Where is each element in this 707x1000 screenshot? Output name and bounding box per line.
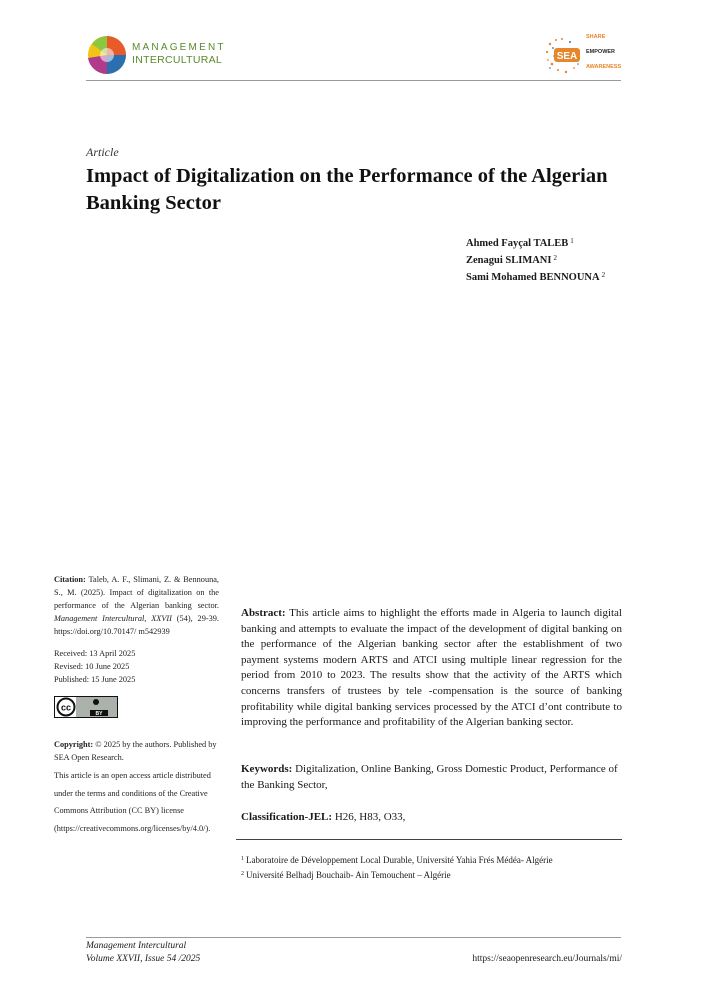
publisher-word-awareness: AWARENESS — [586, 64, 622, 70]
footnote-number: 2 — [241, 870, 244, 877]
author-item — [466, 251, 626, 268]
date-published: Published: 15 June 2025 — [54, 675, 136, 684]
publisher-word-share: SHARE — [586, 34, 606, 40]
jel-label: Classification-JEL: — [241, 811, 333, 823]
author-item — [466, 234, 626, 251]
header-divider — [86, 80, 621, 81]
keywords — [241, 762, 622, 793]
author-list — [466, 234, 626, 285]
journal-logo-mark-icon — [86, 34, 128, 76]
footnote-number: 1 — [241, 856, 244, 862]
author-affiliation-mark: 2 — [601, 271, 606, 279]
citation-journal: Management Intercultural, XXVII — [54, 614, 172, 623]
footer-journal-name: Management Intercultural — [86, 941, 187, 951]
abstract — [241, 606, 622, 731]
footer-volume: Volume XXVII, Issue 54 /2025 — [86, 954, 201, 964]
author-affiliation-mark: 2 — [553, 254, 557, 262]
citation-text: Taleb, A. F., Slimani, Z. & Bennouna, S., M. (2025). Impact of digitalization on the performance of the Algerian banking sector. — [54, 575, 219, 610]
footer-journal-url[interactable]: https://seaopenresearch.eu/Journals/mi/ — [472, 954, 622, 964]
author-affiliation-mark: 1 — [570, 237, 574, 245]
footnote-text: Université Belhadj Bouchaib- Ain Temouchent – Algérie — [246, 869, 451, 880]
author-name: Sami Mohamed BENNOUNA — [466, 272, 600, 283]
jel-codes: H26, H83, O33, — [334, 811, 406, 823]
cc-badge-text: cc — [60, 702, 72, 713]
footer-journal-info — [86, 940, 200, 966]
journal-logo-line2: INTERCULTURAL — [132, 54, 223, 66]
publisher-logo — [542, 34, 622, 78]
date-received: Received: 13 April 2025 — [54, 649, 136, 658]
publisher-logo-mark-icon — [542, 34, 586, 78]
date-revised: Revised: 10 June 2025 — [54, 662, 130, 671]
license-text: This article is an open access article distributed under the terms and conditions of the Creative Commons Attribution (CC BY) license (https://creativecommons.org/licenses/by/4.0/). — [54, 771, 211, 833]
journal-logo — [86, 34, 246, 78]
author-item — [466, 268, 626, 285]
copyright-label: Copyright: — [54, 740, 94, 749]
cc-badge-by: BY — [95, 711, 103, 717]
publisher-word-empower: EMPOWER — [586, 49, 616, 55]
copyright-notice — [54, 738, 219, 764]
jel-classification — [241, 810, 622, 826]
author-name: Ahmed Fayçal TALEB — [466, 238, 569, 249]
keywords-text: Digitalization, Online Banking, Gross Domestic Product, Performance of the Banking Sector, — [241, 763, 618, 791]
footnote-item — [241, 853, 622, 868]
footer-divider — [86, 937, 621, 938]
keywords-label: Keywords: — [241, 763, 293, 775]
article-sidebar — [54, 573, 219, 837]
journal-logo-text — [132, 42, 226, 66]
citation-label: Citation: — [54, 575, 86, 584]
footnotes — [241, 853, 622, 882]
abstract-text: This article aims to highlight the efforts made in Algeria to launch digital banking and attempts to evaluate the impact of the development of digital banking on the performance of the Algerian banking sector after the establishment of two payment systems modern ARTS and ATCI using multiple linear regression for the period from 2010 to 2023. The results show that the activity of the ARTS which concerns transfers of trustees by tele -compensation is the source of banking profitability while digital banking services processed by the ATCI d’ont contribute to improving the performance and profitability of the Algerian banking sector. — [241, 607, 622, 729]
citation-doi[interactable]: (54), 29-39. https://doi.org/10.70147/ m542939 — [54, 614, 219, 636]
footnote-item — [241, 868, 622, 883]
article-type-label: Article — [86, 145, 119, 159]
citation-block — [54, 573, 219, 638]
publisher-logo-words — [586, 34, 621, 71]
journal-logo-line1: MANAGEMENT — [132, 42, 226, 53]
publisher-logo-text: SEA — [556, 51, 578, 62]
copyright-text: © 2025 by the authors. Published by SEA Open Research. — [54, 740, 217, 762]
footnote-text: Laboratoire de Développement Local Durable, Université Yahia Frés Médéa- Algérie — [246, 855, 553, 865]
article-dates — [54, 647, 219, 686]
article-title: Impact of Digitalization on the Performance of the Algerian Banking Sector — [86, 165, 608, 214]
abstract-label: Abstract: — [241, 607, 286, 619]
author-name: Zenagui SLIMANI — [466, 255, 552, 266]
footnote-divider — [236, 839, 622, 840]
cc-by-license-icon[interactable] — [54, 696, 118, 718]
